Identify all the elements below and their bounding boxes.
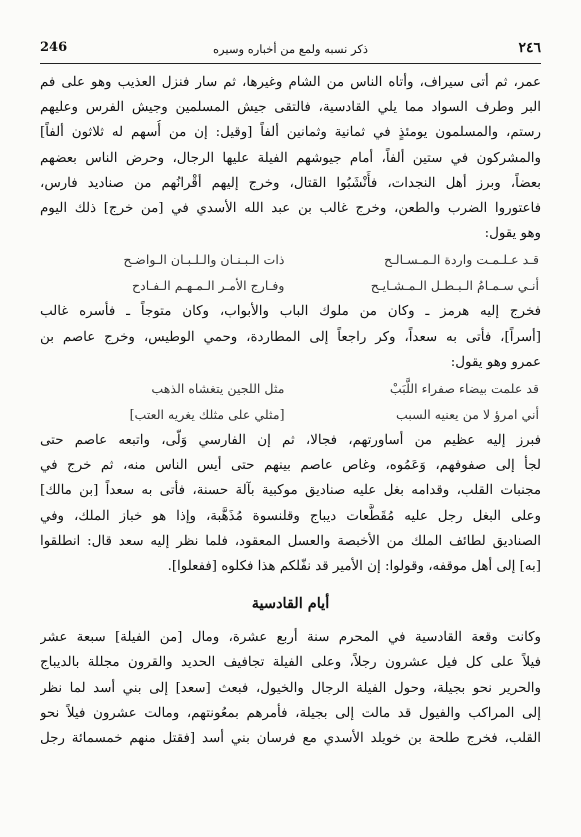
text-line: إلى المراكب والفيول قد مالت إلى بجيلة، فأمرهم بمعُونتهم، ومالت عشرون فيلاً نحو bbox=[40, 705, 541, 721]
verse-block-1 bbox=[40, 247, 541, 298]
page-number-arabic: ٢٤٦ bbox=[518, 40, 541, 56]
paragraph-opening bbox=[40, 70, 541, 246]
text-line: عمرو وهو يقول: bbox=[450, 354, 541, 370]
text-line: البر وطرف السواد مما يلي القادسية، فالتقى جيش المسلمين وجيش الفرس وعليهم bbox=[40, 100, 541, 116]
verse-line bbox=[40, 402, 541, 427]
page-header bbox=[40, 40, 541, 64]
verse-hemistich-right: قد علمت بيضاء صفراء اللَّبَبْ bbox=[389, 381, 539, 397]
verse-line bbox=[40, 376, 541, 401]
text-line: الصناديق لطائف الملك من الأخبصة والعسل المعقود، فلما نظر إليه سعد قال: انطلقوا bbox=[40, 533, 541, 549]
text-line: وهو يقول: bbox=[484, 226, 541, 242]
verse-hemistich-right: أنـي سـمـامُ الـبـطـل الـمـشـايـح bbox=[370, 278, 539, 294]
text-line: والمشركون في ستين ألفاً، أمام جيوشهم الفيلة عليها الرجال، وحرض الناس بعضهم bbox=[40, 150, 541, 166]
text-line: القلب، فخرج طلحة بن خويلد الأسدي مع فرسان بني أسد [فقتل منهم خمسمائة رجل bbox=[40, 731, 541, 747]
section-heading: أيام القادسية bbox=[251, 595, 330, 613]
text-line: عمر، ثم أتى سيراف، وأتاه الناس من الشام وغيرها، ثم سار فنزل العذيب وهو على فم bbox=[40, 75, 541, 90]
text-line: وعلى البغل رجل عليه مُقَطَّعات ديباج وقلنسوة مُذَهَّبة، وإذا هو خباز الملك، وفي bbox=[40, 508, 541, 524]
text-line: والحرير نحو بجيلة، وحول الفيلة الرجال والخيول، فبعث [سعد] إلى بني أسد لما نظر bbox=[40, 680, 541, 696]
verse-hemistich-left: وفـارج الأمـر الـمـهـم الـفـادح bbox=[132, 278, 285, 294]
page-number-western: 246 bbox=[40, 40, 68, 55]
page-body bbox=[40, 70, 541, 751]
verse-hemistich-left: ذات الـبـنـان والـلـبـان الـواضـح bbox=[123, 252, 285, 268]
verse-block-2 bbox=[40, 376, 541, 427]
verse-line bbox=[40, 247, 541, 272]
text-line: فخرج إليه هرمز ـ وكان من ملوك الباب والأبواب، وكان متوجاً ـ فأسره غالب bbox=[40, 304, 541, 320]
running-title: ذكر نسبه ولمع من أخباره وسيره bbox=[213, 42, 368, 56]
verse-hemistich-right: قـد عـلـمـت واردة الـمـسـالـح bbox=[383, 252, 539, 268]
text-line: مجنبات القلب، وقدامه بغل عليه صناديق موكبية بآلة حسنة، فأتى به سعداً [بن مالك] bbox=[40, 483, 541, 499]
text-line: لجأ إلى صفوفهم، وَعَمُوه، وغاص عاصم بينهم حتى أيس الناس منه، ثم خرج في bbox=[40, 458, 541, 474]
text-line: [به] إلى أهل موقفه، وقولوا: إن الأمير قد نفّلكم هذا فكلوه [ففعلوا]. bbox=[167, 559, 541, 575]
verse-hemistich-left: مثل اللجين يتغشاه الذهب bbox=[151, 381, 285, 397]
verse-line bbox=[40, 273, 541, 298]
text-line: فاعتوروا الضرب والطعن، وخرج غالب بن عبد الله الأسدي في [من خرج] ذلك اليوم bbox=[40, 201, 541, 217]
text-line: رستم، والمسلمون يومئذٍ في ثمانية وثمانين ألفاً [وقيل: إن من أُسهم له ثلاثون ألفاً] bbox=[40, 125, 541, 141]
paragraph-section bbox=[40, 625, 541, 751]
verse-hemistich-left: [مثلي على مثلك يغريه العتب] bbox=[129, 407, 285, 423]
text-line: بعضاً، وبرز أهل النجدات، فأَنْشَبُوا القتال، وخرج إليهم أقْرانُهم من صناديد فارس، bbox=[40, 175, 541, 191]
paragraph-after bbox=[40, 428, 541, 579]
verse-hemistich-right: أني امرؤ لا من يعنيه السبب bbox=[396, 407, 539, 423]
text-line: فيلاً على كل فيل عشرون رجلاً، وعلى الفيلة تجافيف الحديد والقرون مجللة بالديباج bbox=[40, 655, 541, 671]
text-line: [أسراً]، فأتى به سعداً، وكر راجعاً إلى المطاردة، وحمي الوطيس، وخرج عاصم بن bbox=[40, 329, 541, 345]
text-line: وكانت وقعة القادسية في المحرم سنة أربع عشرة، ومال [من الفيلة] سبعة عشر bbox=[40, 630, 541, 646]
paragraph-middle bbox=[40, 299, 541, 375]
header-rule bbox=[40, 63, 541, 64]
text-line: فبرز إليه عظيم من أساورتهم، فجالا، ثم إن الفارسي وَلّى، واتبعه عاصم حتى bbox=[40, 433, 541, 449]
